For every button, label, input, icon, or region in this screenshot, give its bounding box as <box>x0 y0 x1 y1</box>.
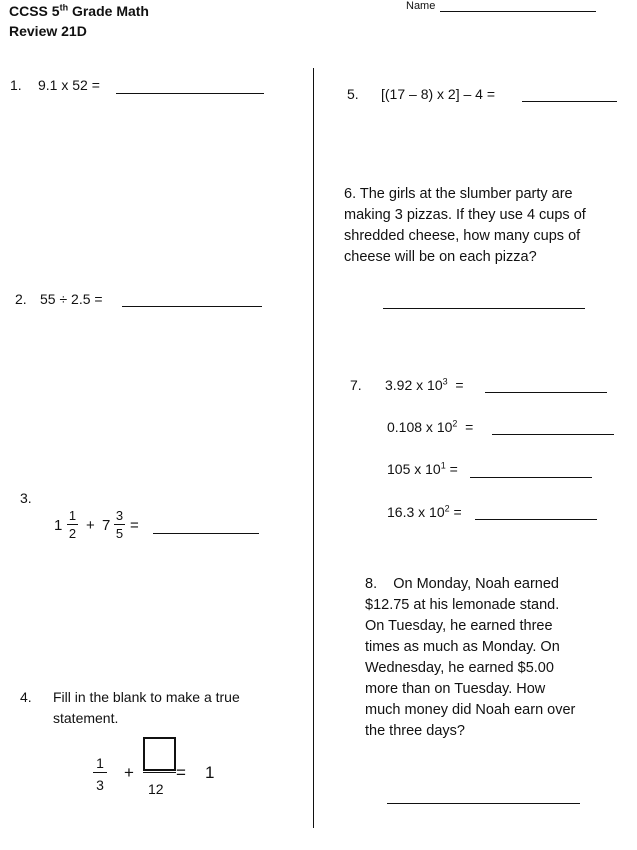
q7-item-3-blank[interactable] <box>470 477 592 478</box>
q5-answer-blank[interactable] <box>522 101 617 102</box>
q1-expression: 9.1 x 52 = <box>38 77 100 93</box>
worksheet-subtitle: Review 21D <box>9 23 87 39</box>
q4-denominator: 12 <box>148 781 164 797</box>
q5-number: 5. <box>347 86 359 102</box>
worksheet-title: CCSS 5th Grade Math <box>9 2 149 19</box>
q3-equals: = <box>130 517 139 534</box>
q7-item-1-blank[interactable] <box>485 392 607 393</box>
q4-line2: statement. <box>53 710 119 726</box>
q3-whole2: 7 <box>102 517 111 534</box>
q8-text: 8. On Monday, Noah earned $12.75 at his lemonade stand. On Tuesday, he earned three times as much as Monday. On Wednesday, he earned $5.00 more than on Tuesday. How much money did Noah earn over the three days? <box>365 576 576 739</box>
q7-item-2: 0.108 x $10^2$ = <box>387 418 474 435</box>
q7-number: 7. <box>350 377 362 393</box>
q6-text: 6. The girls at the slumber party are making 3 pizzas. If they use 4 cups of shredded cheese, how many cups of cheese will be on each pizza? <box>344 186 586 265</box>
q4-fraction-bar <box>143 772 176 773</box>
q1-answer-blank[interactable] <box>116 93 264 94</box>
q4-numerator-box[interactable] <box>143 737 176 771</box>
q3-fraction1: 1 2 <box>68 508 77 541</box>
q3-fraction2: 3 5 <box>115 508 124 541</box>
q6-answer-blank[interactable] <box>383 308 585 309</box>
name-label: Name <box>406 0 436 12</box>
q4-plus: + <box>124 763 134 782</box>
q4-result: 1 <box>205 763 215 782</box>
q4-fraction-left: 1 3 <box>93 755 107 793</box>
q3-answer-blank[interactable] <box>153 533 259 534</box>
q4-equals: = <box>176 763 186 782</box>
column-divider <box>313 68 314 828</box>
name-blank[interactable] <box>440 11 596 12</box>
q1-number: 1. <box>10 77 22 93</box>
q2-number: 2. <box>15 291 27 307</box>
q7-item-2-blank[interactable] <box>492 434 614 435</box>
q3-number: 3. <box>20 490 32 506</box>
q4-line1: Fill in the blank to make a true <box>53 689 240 705</box>
q2-expression: 55 ÷ 2.5 = <box>40 291 103 307</box>
q4-number: 4. <box>20 689 32 705</box>
q3-plus: + <box>86 517 95 534</box>
q3-whole1: 1 <box>54 517 63 534</box>
q7-item-3: 105 x $10^1$ = <box>387 460 458 477</box>
q7-item-1: 3.92 x $10^3$ = <box>385 376 464 393</box>
q7-item-4-blank[interactable] <box>475 519 597 520</box>
q2-answer-blank[interactable] <box>122 306 262 307</box>
q7-item-4: 16.3 x $10^2$ = <box>387 503 462 520</box>
q8-answer-blank[interactable] <box>387 803 580 804</box>
q5-expression: [(17 – 8) x 2] – 4 = <box>381 86 496 102</box>
